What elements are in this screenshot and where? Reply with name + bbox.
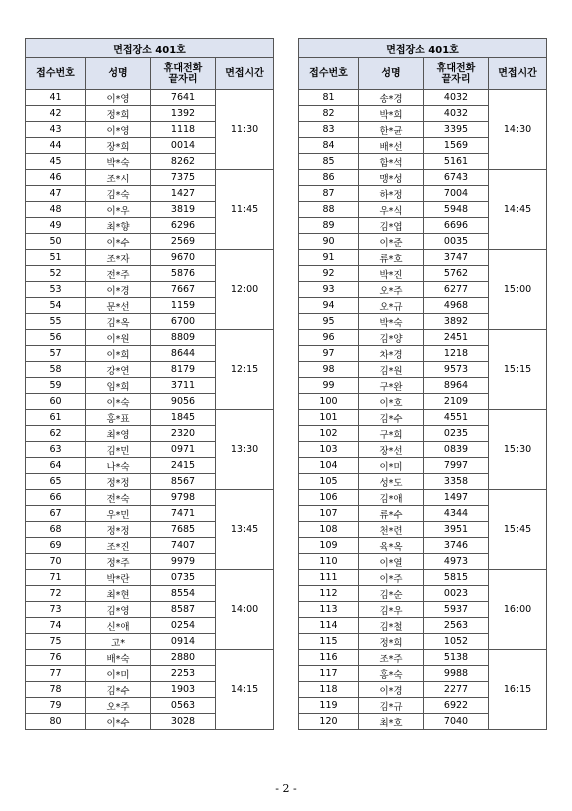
cell-time: 15:15	[489, 330, 547, 410]
cell-number: 79	[26, 698, 86, 714]
cell-name: 한*균	[359, 122, 424, 138]
cell-number: 120	[299, 714, 359, 730]
cell-number: 87	[299, 186, 359, 202]
table-row	[26, 490, 274, 506]
cell-phone: 1118	[151, 122, 216, 138]
cell-number: 95	[299, 314, 359, 330]
cell-phone: 8644	[151, 346, 216, 362]
cell-number: 76	[26, 650, 86, 666]
cell-phone: 9670	[151, 250, 216, 266]
cell-name: 최*향	[86, 218, 151, 234]
cell-name: 임*희	[86, 378, 151, 394]
cell-number: 116	[299, 650, 359, 666]
cell-name: 박*숙	[359, 314, 424, 330]
cell-phone: 2253	[151, 666, 216, 682]
header-number: 접수번호	[299, 58, 359, 90]
cell-phone: 0023	[424, 586, 489, 602]
cell-name: 최*호	[359, 714, 424, 730]
cell-phone: 2563	[424, 618, 489, 634]
cell-name: 김*원	[359, 362, 424, 378]
cell-number: 81	[299, 90, 359, 106]
cell-number: 101	[299, 410, 359, 426]
cell-name: 조*진	[86, 538, 151, 554]
cell-name: 김*숙	[86, 186, 151, 202]
cell-phone: 8262	[151, 154, 216, 170]
cell-number: 62	[26, 426, 86, 442]
cell-number: 67	[26, 506, 86, 522]
cell-number: 119	[299, 698, 359, 714]
cell-name: 김*영	[86, 602, 151, 618]
cell-phone: 1903	[151, 682, 216, 698]
cell-number: 83	[299, 122, 359, 138]
cell-phone: 7375	[151, 170, 216, 186]
cell-phone: 9988	[424, 666, 489, 682]
cell-phone: 8809	[151, 330, 216, 346]
cell-phone: 0839	[424, 442, 489, 458]
cell-time: 14:15	[216, 650, 274, 730]
cell-name: 이*수	[86, 234, 151, 250]
cell-number: 109	[299, 538, 359, 554]
cell-number: 66	[26, 490, 86, 506]
cell-name: 이*우	[86, 202, 151, 218]
cell-number: 61	[26, 410, 86, 426]
table-row	[299, 330, 547, 346]
cell-number: 86	[299, 170, 359, 186]
cell-phone: 7004	[424, 186, 489, 202]
cell-phone: 6277	[424, 282, 489, 298]
cell-phone: 0254	[151, 618, 216, 634]
cell-phone: 5161	[424, 154, 489, 170]
cell-number: 111	[299, 570, 359, 586]
cell-name: 육*옥	[359, 538, 424, 554]
cell-phone: 8554	[151, 586, 216, 602]
cell-number: 118	[299, 682, 359, 698]
cell-number: 64	[26, 458, 86, 474]
cell-phone: 1392	[151, 106, 216, 122]
cell-phone: 1845	[151, 410, 216, 426]
cell-name: 오*주	[86, 698, 151, 714]
cell-time: 16:15	[489, 650, 547, 730]
cell-phone: 6743	[424, 170, 489, 186]
table-row	[26, 330, 274, 346]
cell-phone: 4032	[424, 106, 489, 122]
cell-name: 이*호	[359, 394, 424, 410]
cell-number: 80	[26, 714, 86, 730]
cell-name: 이*희	[86, 346, 151, 362]
table-title: 면접장소 401호	[299, 39, 547, 58]
cell-phone: 3028	[151, 714, 216, 730]
cell-name: 류*수	[359, 506, 424, 522]
cell-name: 정*희	[359, 634, 424, 650]
cell-phone: 5948	[424, 202, 489, 218]
cell-name: 김*규	[359, 698, 424, 714]
cell-number: 51	[26, 250, 86, 266]
cell-phone: 1427	[151, 186, 216, 202]
cell-phone: 1569	[424, 138, 489, 154]
cell-phone: 2109	[424, 394, 489, 410]
cell-number: 65	[26, 474, 86, 490]
cell-number: 114	[299, 618, 359, 634]
cell-time: 16:00	[489, 570, 547, 650]
cell-number: 52	[26, 266, 86, 282]
cell-phone: 2320	[151, 426, 216, 442]
cell-phone: 1497	[424, 490, 489, 506]
cell-phone: 7471	[151, 506, 216, 522]
cell-name: 장*선	[359, 442, 424, 458]
header-number: 접수번호	[26, 58, 86, 90]
cell-name: 정*주	[86, 554, 151, 570]
cell-name: 류*호	[359, 250, 424, 266]
cell-phone: 4968	[424, 298, 489, 314]
cell-phone: 9979	[151, 554, 216, 570]
cell-name: 조*자	[86, 250, 151, 266]
cell-phone: 7997	[424, 458, 489, 474]
cell-phone: 5876	[151, 266, 216, 282]
cell-number: 63	[26, 442, 86, 458]
cell-phone: 7040	[424, 714, 489, 730]
cell-phone: 3711	[151, 378, 216, 394]
cell-name: 배*선	[359, 138, 424, 154]
cell-number: 75	[26, 634, 86, 650]
cell-number: 85	[299, 154, 359, 170]
cell-name: 신*애	[86, 618, 151, 634]
cell-phone: 5937	[424, 602, 489, 618]
cell-number: 53	[26, 282, 86, 298]
cell-number: 115	[299, 634, 359, 650]
cell-number: 50	[26, 234, 86, 250]
cell-time: 11:30	[216, 90, 274, 170]
cell-phone: 4973	[424, 554, 489, 570]
cell-time: 14:30	[489, 90, 547, 170]
header-name: 성명	[86, 58, 151, 90]
header-phone	[151, 58, 216, 90]
cell-phone: 1052	[424, 634, 489, 650]
table-row	[299, 410, 547, 426]
table-row	[299, 570, 547, 586]
header-phone-line1: 휴대전화	[436, 62, 476, 74]
cell-name: 이*숙	[86, 394, 151, 410]
table-body	[26, 90, 274, 730]
cell-phone: 3358	[424, 474, 489, 490]
cell-name: 오*주	[359, 282, 424, 298]
cell-phone: 8179	[151, 362, 216, 378]
cell-phone: 1159	[151, 298, 216, 314]
cell-phone: 2880	[151, 650, 216, 666]
cell-number: 46	[26, 170, 86, 186]
cell-name: 홍*숙	[359, 666, 424, 682]
table-row	[26, 170, 274, 186]
cell-phone: 3819	[151, 202, 216, 218]
cell-phone: 2569	[151, 234, 216, 250]
table-row	[26, 570, 274, 586]
cell-number: 84	[299, 138, 359, 154]
cell-phone: 0235	[424, 426, 489, 442]
cell-name: 김*엽	[359, 218, 424, 234]
cell-phone: 6696	[424, 218, 489, 234]
cell-number: 104	[299, 458, 359, 474]
cell-phone: 9573	[424, 362, 489, 378]
cell-phone: 9056	[151, 394, 216, 410]
cell-number: 73	[26, 602, 86, 618]
cell-name: 정*희	[86, 106, 151, 122]
cell-phone: 8587	[151, 602, 216, 618]
cell-phone: 8964	[424, 378, 489, 394]
cell-name: 차*경	[359, 346, 424, 362]
cell-name: 송*경	[359, 90, 424, 106]
cell-phone: 6296	[151, 218, 216, 234]
table-row	[299, 490, 547, 506]
table-row	[299, 90, 547, 106]
cell-time: 15:30	[489, 410, 547, 490]
cell-number: 92	[299, 266, 359, 282]
table-row	[26, 250, 274, 266]
cell-name: 이*경	[86, 282, 151, 298]
cell-phone: 3951	[424, 522, 489, 538]
table-row	[26, 90, 274, 106]
cell-number: 70	[26, 554, 86, 570]
table-body	[299, 90, 547, 730]
cell-name: 이*열	[359, 554, 424, 570]
cell-name: 나*숙	[86, 458, 151, 474]
cell-time: 14:45	[489, 170, 547, 250]
cell-time: 13:45	[216, 490, 274, 570]
cell-name: 이*미	[359, 458, 424, 474]
cell-name: 전*주	[86, 266, 151, 282]
cell-time: 12:15	[216, 330, 274, 410]
cell-phone: 6922	[424, 698, 489, 714]
cell-phone: 3892	[424, 314, 489, 330]
cell-name: 홍*표	[86, 410, 151, 426]
cell-number: 89	[299, 218, 359, 234]
table-row	[26, 410, 274, 426]
cell-phone: 3395	[424, 122, 489, 138]
header-time: 면접시간	[216, 58, 274, 90]
cell-phone: 5762	[424, 266, 489, 282]
header-phone-line1: 휴대전화	[163, 62, 203, 74]
cell-name: 우*민	[86, 506, 151, 522]
cell-name: 이*주	[359, 570, 424, 586]
cell-name: 김*양	[359, 330, 424, 346]
cell-number: 54	[26, 298, 86, 314]
cell-name: 김*애	[359, 490, 424, 506]
cell-number: 78	[26, 682, 86, 698]
cell-name: 조*주	[359, 650, 424, 666]
cell-name: 정*정	[86, 474, 151, 490]
cell-number: 55	[26, 314, 86, 330]
cell-phone: 8567	[151, 474, 216, 490]
cell-phone: 4551	[424, 410, 489, 426]
cell-name: 김*철	[359, 618, 424, 634]
cell-phone: 2415	[151, 458, 216, 474]
cell-name: 구*희	[359, 426, 424, 442]
cell-number: 49	[26, 218, 86, 234]
table-row	[26, 650, 274, 666]
cell-name: 김*민	[86, 442, 151, 458]
cell-time: 14:00	[216, 570, 274, 650]
header-phone-line2: 끝자리	[168, 73, 198, 85]
cell-number: 71	[26, 570, 86, 586]
cell-number: 42	[26, 106, 86, 122]
cell-name: 김*수	[359, 410, 424, 426]
cell-name: 김*수	[86, 682, 151, 698]
cell-name: 우*식	[359, 202, 424, 218]
cell-number: 113	[299, 602, 359, 618]
cell-name: 성*도	[359, 474, 424, 490]
cell-name: 전*숙	[86, 490, 151, 506]
cell-number: 59	[26, 378, 86, 394]
cell-number: 96	[299, 330, 359, 346]
cell-number: 60	[26, 394, 86, 410]
cell-phone: 7407	[151, 538, 216, 554]
cell-name: 박*희	[359, 106, 424, 122]
cell-number: 91	[299, 250, 359, 266]
cell-phone: 4344	[424, 506, 489, 522]
cell-number: 57	[26, 346, 86, 362]
cell-phone: 0735	[151, 570, 216, 586]
cell-number: 94	[299, 298, 359, 314]
cell-number: 68	[26, 522, 86, 538]
cell-name: 이*원	[86, 330, 151, 346]
cell-name: 고*	[86, 634, 151, 650]
cell-time: 15:00	[489, 250, 547, 330]
cell-name: 강*연	[86, 362, 151, 378]
cell-phone: 2277	[424, 682, 489, 698]
header-time: 면접시간	[489, 58, 547, 90]
cell-phone: 0035	[424, 234, 489, 250]
cell-number: 43	[26, 122, 86, 138]
interview-table-right	[298, 38, 547, 730]
cell-name: 천*련	[359, 522, 424, 538]
cell-phone: 6700	[151, 314, 216, 330]
table-row	[299, 170, 547, 186]
cell-number: 88	[299, 202, 359, 218]
cell-name: 맹*성	[359, 170, 424, 186]
cell-name: 김*우	[359, 602, 424, 618]
cell-phone: 7685	[151, 522, 216, 538]
cell-number: 107	[299, 506, 359, 522]
cell-number: 108	[299, 522, 359, 538]
cell-number: 48	[26, 202, 86, 218]
cell-name: 장*희	[86, 138, 151, 154]
cell-number: 98	[299, 362, 359, 378]
cell-name: 배*숙	[86, 650, 151, 666]
cell-phone: 0914	[151, 634, 216, 650]
cell-name: 구*완	[359, 378, 424, 394]
cell-name: 조*시	[86, 170, 151, 186]
cell-phone: 7667	[151, 282, 216, 298]
cell-time: 15:45	[489, 490, 547, 570]
interview-table-left	[25, 38, 274, 730]
header-phone-line2: 끝자리	[441, 73, 471, 85]
cell-name: 오*규	[359, 298, 424, 314]
cell-name: 이*영	[86, 90, 151, 106]
cell-number: 82	[299, 106, 359, 122]
cell-name: 최*영	[86, 426, 151, 442]
cell-number: 47	[26, 186, 86, 202]
cell-phone: 0014	[151, 138, 216, 154]
cell-name: 정*정	[86, 522, 151, 538]
cell-time: 13:30	[216, 410, 274, 490]
cell-phone: 3746	[424, 538, 489, 554]
cell-number: 72	[26, 586, 86, 602]
cell-number: 56	[26, 330, 86, 346]
cell-phone: 7641	[151, 90, 216, 106]
table-row	[299, 250, 547, 266]
cell-name: 박*진	[359, 266, 424, 282]
cell-name: 하*정	[359, 186, 424, 202]
cell-number: 77	[26, 666, 86, 682]
cell-number: 100	[299, 394, 359, 410]
cell-phone: 2451	[424, 330, 489, 346]
cell-name: 최*현	[86, 586, 151, 602]
header-phone	[424, 58, 489, 90]
cell-number: 41	[26, 90, 86, 106]
cell-number: 44	[26, 138, 86, 154]
cell-time: 12:00	[216, 250, 274, 330]
cell-name: 문*선	[86, 298, 151, 314]
cell-phone: 1218	[424, 346, 489, 362]
cell-number: 69	[26, 538, 86, 554]
cell-number: 90	[299, 234, 359, 250]
cell-name: 이*영	[86, 122, 151, 138]
cell-phone: 5815	[424, 570, 489, 586]
cell-number: 117	[299, 666, 359, 682]
cell-number: 58	[26, 362, 86, 378]
cell-number: 74	[26, 618, 86, 634]
cell-number: 102	[299, 426, 359, 442]
cell-name: 김*순	[359, 586, 424, 602]
cell-phone: 0563	[151, 698, 216, 714]
cell-name: 이*수	[86, 714, 151, 730]
cell-phone: 4032	[424, 90, 489, 106]
cell-name: 박*란	[86, 570, 151, 586]
header-name: 성명	[359, 58, 424, 90]
cell-number: 103	[299, 442, 359, 458]
table-title: 면접장소 401호	[26, 39, 274, 58]
cell-phone: 9798	[151, 490, 216, 506]
cell-phone: 0971	[151, 442, 216, 458]
cell-phone: 5138	[424, 650, 489, 666]
cell-name: 이*경	[359, 682, 424, 698]
cell-time: 11:45	[216, 170, 274, 250]
page-number: - 2 -	[275, 782, 297, 795]
cell-number: 99	[299, 378, 359, 394]
cell-phone: 3747	[424, 250, 489, 266]
cell-name: 박*숙	[86, 154, 151, 170]
cell-number: 105	[299, 474, 359, 490]
table-row	[299, 650, 547, 666]
cell-name: 이*미	[86, 666, 151, 682]
cell-number: 112	[299, 586, 359, 602]
cell-number: 106	[299, 490, 359, 506]
cell-number: 110	[299, 554, 359, 570]
cell-name: 이*준	[359, 234, 424, 250]
cell-name: 함*석	[359, 154, 424, 170]
cell-number: 93	[299, 282, 359, 298]
cell-name: 김*옥	[86, 314, 151, 330]
cell-number: 97	[299, 346, 359, 362]
cell-number: 45	[26, 154, 86, 170]
